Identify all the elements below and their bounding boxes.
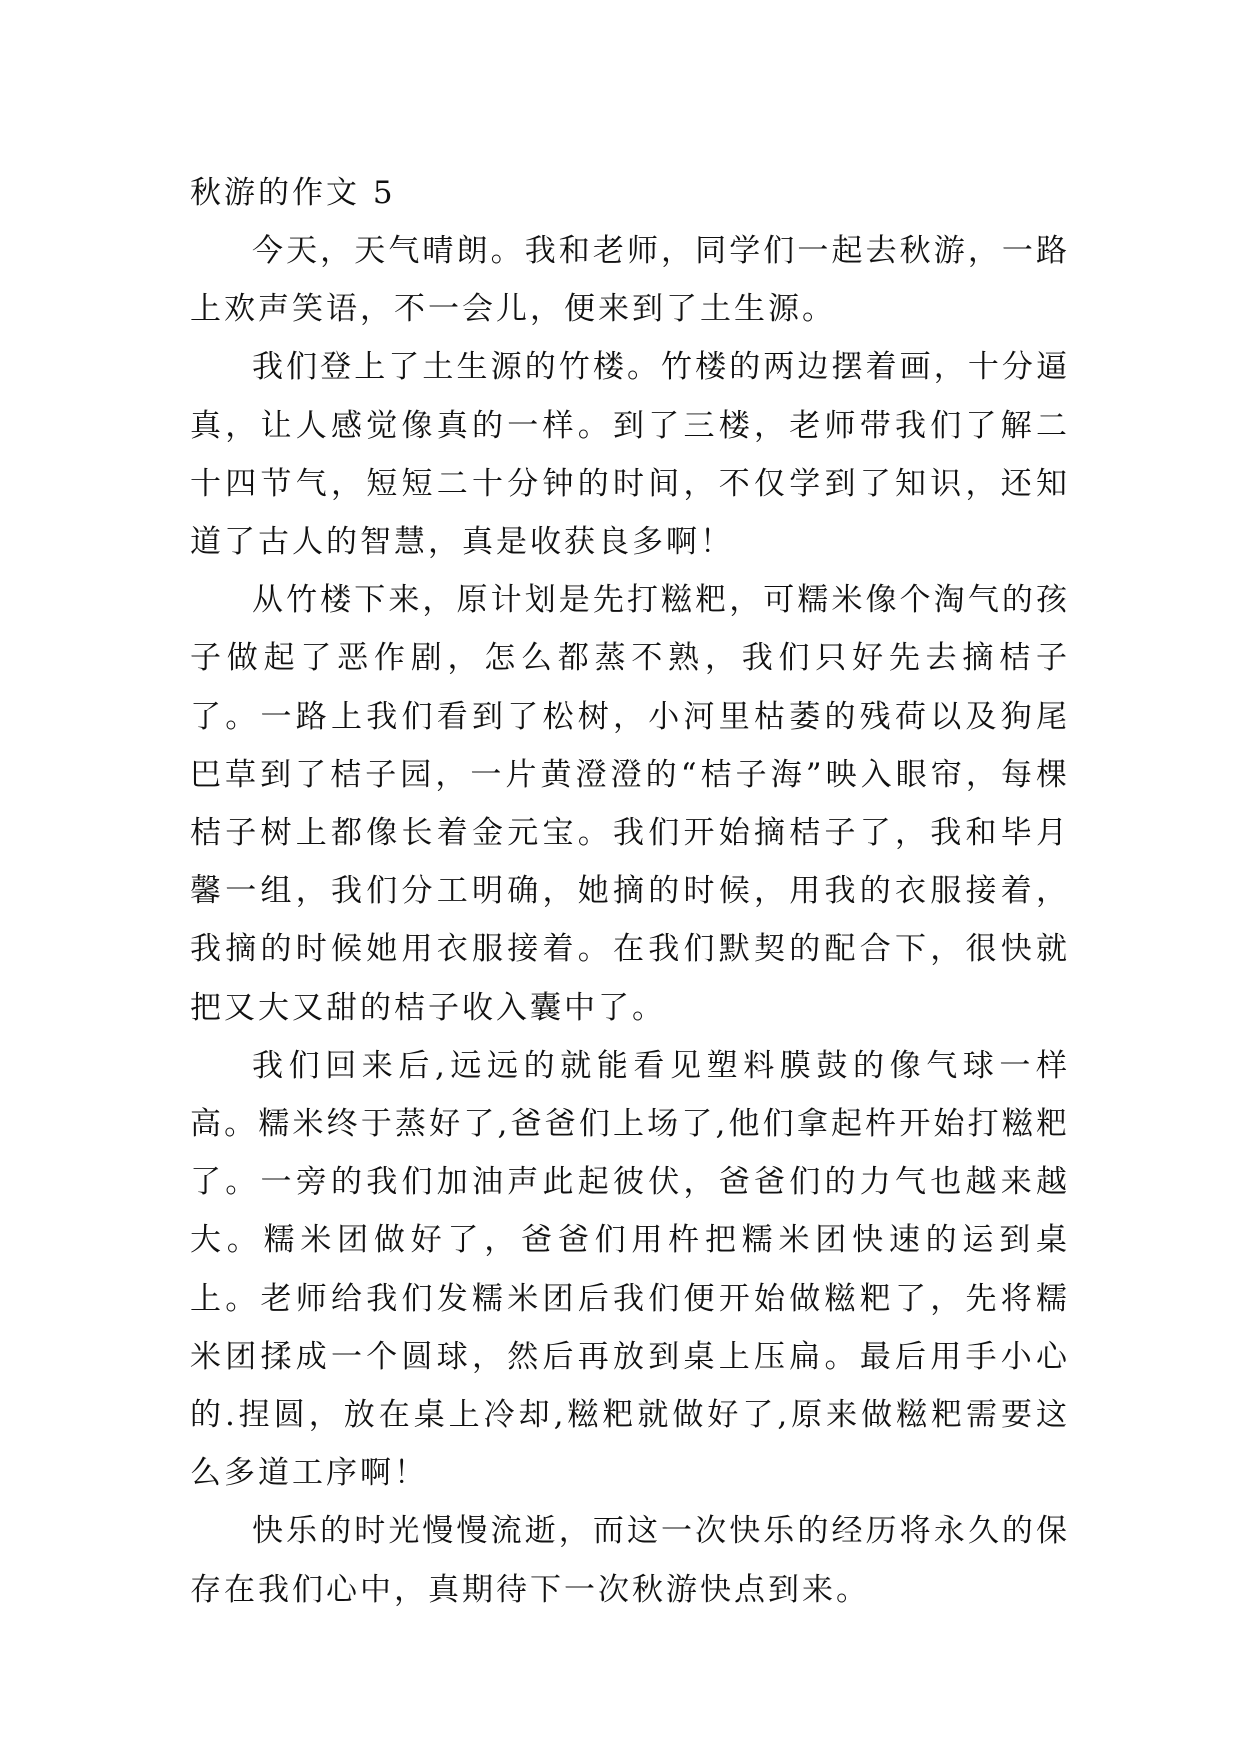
paragraph-3: 从竹楼下来，原计划是先打糍粑，可糯米像个淘气的孩子做起了恶作剧，怎么都蒸不熟，我们只好先去摘桔子了。一路上我们看到了松树，小河里枯萎的残荷以及狗尾巴草到了桔子园，一片黄澄澄的“桔子海”映入眼帘，每棵桔子树上都像长着金元宝。我们开始摘桔子了，我和毕月馨一组，我们分工明确，她摘的时候，用我的衣服接着，我摘的时候她用衣服接着。在我们默契的配合下，很快就把又大又甜的桔子收入囊中了。 [190,582,1070,1026]
document-body [190,164,1070,1619]
paragraph-4: 我们回来后,远远的就能看见塑料膜鼓的像气球一样高。糯米终于蒸好了,爸爸们上场了,他们拿起杵开始打糍粑了。一旁的我们加油声此起彼伏，爸爸们的力气也越来越大。糯米团做好了，爸爸们用杵把糯米团快速的运到桌上。老师给我们发糯米团后我们便开始做糍粑了，先将糯米团揉成一个圆球，然后再放到桌上压扁。最后用手小心的.捏圆，放在桌上冷却,糍粑就做好了,原来做糍粑需要这么多道工序啊！ [190,1047,1070,1492]
paragraph-2: 我们登上了土生源的竹楼。竹楼的两边摆着画，十分逼真，让人感觉像真的一样。到了三楼，老师带我们了解二十四节气，短短二十分钟的时间，不仅学到了知识，还知道了古人的智慧，真是收获良多啊！ [190,349,1070,561]
paragraph-1: 今天，天气晴朗。我和老师，同学们一起去秋游，一路上欢声笑语，不一会儿，便来到了土生源。 [190,233,1070,328]
paragraph-5: 快乐的时光慢慢流逝，而这一次快乐的经历将永久的保存在我们心中，真期待下一次秋游快点到来。 [190,1513,1070,1608]
document-title: 秋游的作文 5 [190,175,396,211]
